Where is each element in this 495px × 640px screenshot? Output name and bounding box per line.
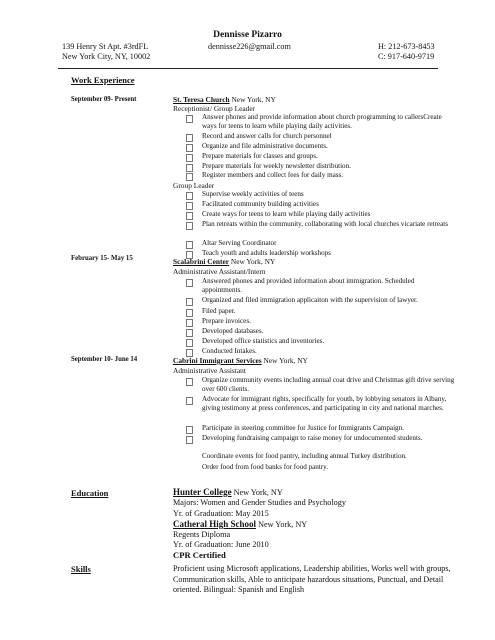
job3-dates: September 10- June 14 [71,356,138,363]
job2-employer [173,257,275,266]
job3-employer [173,356,308,365]
bullet-box-icon [186,222,193,230]
job3-role: Administrative Assistant [173,366,246,375]
list-item: Developed office statistics and inventories. [186,337,456,346]
address-line-1: 139 Henry St Apt. #3rdFL [62,42,149,51]
bullet-box-icon [186,426,193,434]
cpr-certified: CPR Certified [173,550,226,560]
school2-location: New York, NY [256,520,308,529]
bullet-box-icon [186,192,193,200]
list-item: Advocate for immigrant rights, specifically for youth, by lobbying senators in Albany, giving testimony at press conferences, and participating in city and national marches. [186,395,456,414]
school1-location: New York, NY [231,488,283,497]
list-item: Organize community events including annual coat drive and Christmas gift drive serving over 600 clients. [186,376,456,395]
bullet-box-icon [186,134,193,142]
majors: Majors: Women and Gender Studies and Psychology [173,498,346,507]
bullet-box-icon [186,241,193,249]
job2-location: New York, NY [229,257,276,266]
job3-extra-2: Order food from food banks for food pantry. [202,463,329,471]
list-item: Prepare materials for classes and groups. [186,152,456,161]
school2-name: Catheral High School [173,519,257,529]
bullet-box-icon [186,144,193,152]
school1 [173,487,283,497]
section-title-education: Education [71,488,109,498]
grad-year-1: Yr. of Graduation: May 2015 [173,509,269,518]
list-item: Plan retreats within the community, collaborating with local churches vicariate retreats [186,220,456,229]
list-item: Facilitated community building activities [186,200,456,209]
list-item: Record and answer calls for church personnel [186,132,456,141]
list-item: Conducted Intakes. [186,347,456,356]
job3-extra-1: Coordinate events for food pantry, including annual Turkey distribution. [202,452,407,460]
bullet-box-icon [186,436,193,444]
job1-org: St. Teresa Church [173,95,230,104]
diploma: Regents Diploma [173,530,231,539]
list-item: Prepare materials for weekly newsletter distribution. [186,162,456,171]
job2-dates: February 15- May 15 [71,255,133,262]
address-line-2: New York City, NY, 10002 [62,52,151,61]
list-item: Answer phones and provide information about church programming to callersCreate ways for teens to learn while playing daily activities. [186,113,456,132]
bullet-box-icon [186,378,193,386]
school1-name: Hunter College [173,487,232,497]
bullet-box-icon [186,329,193,337]
job2-role: Administrative Assistant/Intern [173,267,266,276]
candidate-name: Dennisse Pizarro [213,30,282,40]
job1-role: Receptionist/ Group Leader [173,104,256,113]
header-divider [58,68,438,69]
job1-dates: September 09- Present [71,96,137,103]
bullet-box-icon [186,202,193,210]
list-item: Filed paper. [186,307,456,316]
list-item: Supervise weekly activities of teens [186,190,456,199]
bullet-box-icon [186,298,193,306]
cell-phone: C: 917-640-9719 [378,52,435,61]
bullet-box-icon [186,115,193,123]
list-item: Developing fundraising campaign to raise money for undocumented students. [186,434,456,443]
skills-text: Proficient using Microsoft applications, Leadership abilities, Works well with groups, Communication skills, Able to anticipate hazardous situations, Punctual, and Detail oriented. Bilingual: Spanish and English [173,564,451,595]
bullet-box-icon [186,397,193,405]
job3-location: New York, NY [261,356,308,365]
list-item: Answered phones and provided information about immigration. Scheduled appointments. [186,277,456,296]
job3-org: Cabrini Immigrant Services [173,356,262,365]
email-text: dennisse226@gmail.com [208,42,291,51]
list-item: Register members and collect fees for daily mass. [186,171,456,180]
job1-employer [173,95,276,104]
bullet-box-icon [186,212,193,220]
home-phone: H: 212-673-8453 [378,42,435,51]
bullet-box-icon [186,154,193,162]
grad-year-2: Yr. of Graduation: June 2010 [173,540,269,549]
list-item: Organized and filed immigration applicaiton with the supervision of lawyer. [186,296,456,305]
job2-org: Scalabrini Center [173,257,230,266]
bullet-box-icon [186,309,193,317]
section-title-skills: Skills [71,564,91,574]
list-item: Organize and file administrative documents. [186,142,456,151]
school2 [173,519,307,529]
job1-role2: Group Leader [173,181,215,190]
section-title-work: Work Experience [71,75,135,85]
list-item: Create ways for teens to learn while playing daily activities [186,210,456,219]
list-item: Participate in steering committee for Justice for Immigrants Campaign. [186,424,456,433]
list-item: Prepare invoices. [186,317,456,326]
list-item: Teach youth and adults leadership workshops [186,249,456,258]
job1-location: New York, NY [229,95,276,104]
bullet-box-icon [186,339,193,347]
bullet-box-icon [186,319,193,327]
list-item: Altar Serving Coordinator [186,239,456,248]
bullet-box-icon [186,173,193,181]
list-item: Developed databases. [186,327,456,336]
bullet-box-icon [186,279,193,287]
